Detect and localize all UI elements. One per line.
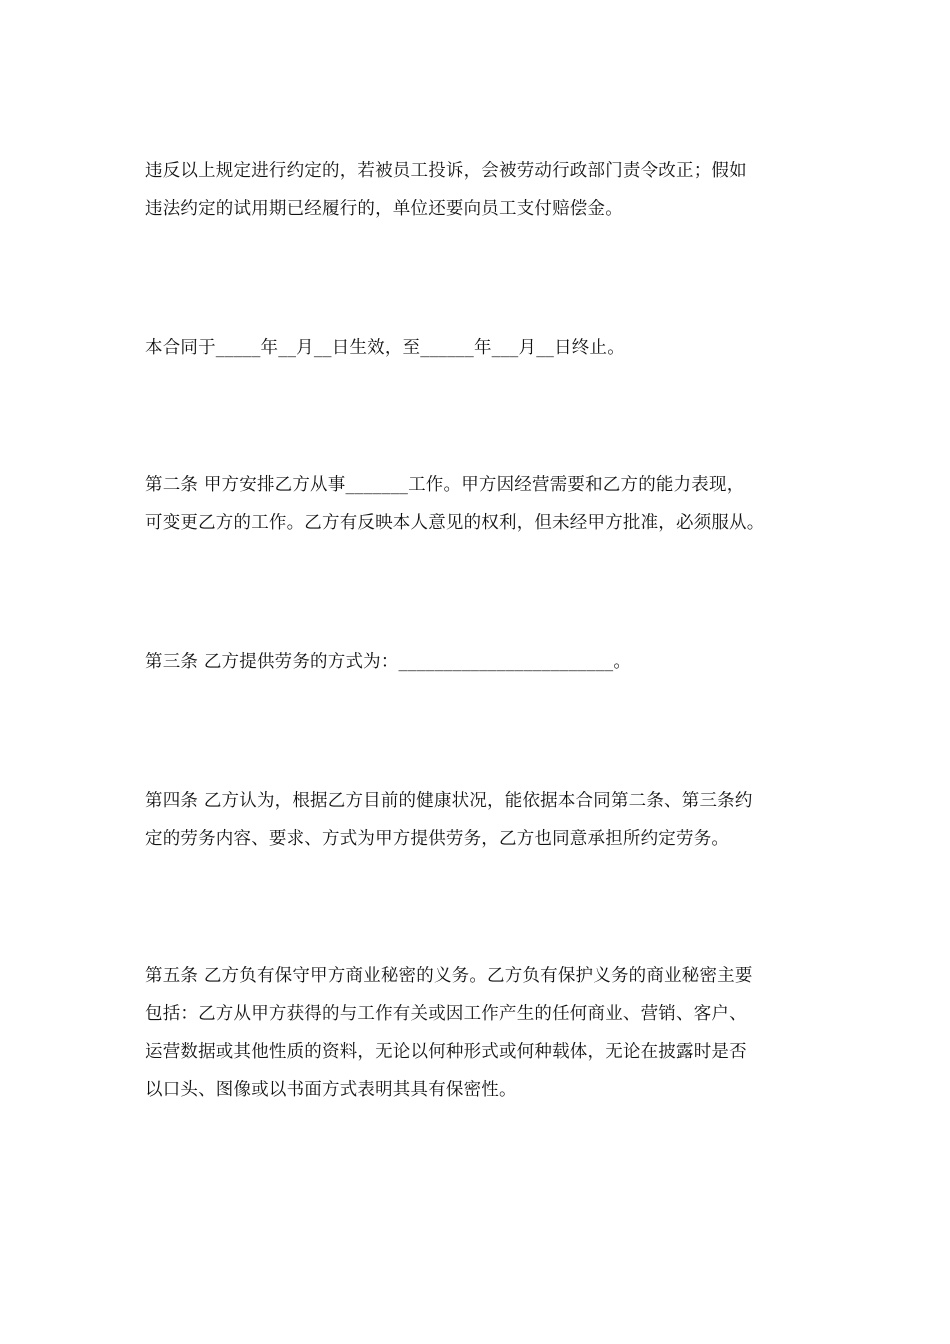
text-line: 可变更乙方的工作。乙方有反映本人意见的权利，但未经甲方批准，必须服从。 [145,513,765,533]
paragraph-article-4 [145,782,825,858]
text-line: 定的劳务内容、要求、方式为甲方提供劳务，乙方也同意承担所约定劳务。 [145,829,730,849]
text-line: 第五条 乙方负有保守甲方商业秘密的义务。乙方负有保护义务的商业秘密主要 [145,966,753,986]
text-line: 第三条 乙方提供劳务的方式为：________________________。 [145,652,632,672]
paragraph-article-5 [145,957,825,1109]
text-line: 第四条 乙方认为，根据乙方目前的健康状况，能依据本合同第二条、第三条约 [145,791,753,811]
text-line: 第二条 甲方安排乙方从事_______工作。甲方因经营需要和乙方的能力表现， [145,475,745,495]
text-line: 以口头、图像或以书面方式表明其具有保密性。 [145,1080,517,1100]
paragraph-contract-term [145,329,825,367]
text-line: 包括：乙方从甲方获得的与工作有关或因工作产生的任何商业、营销、客户、 [145,1004,747,1024]
text-line: 违反以上规定进行约定的，若被员工投诉，会被劳动行政部门责令改正；假如 [145,161,747,181]
text-line: 本合同于_____年__月__日生效，至______年___月__日终止。 [145,338,625,358]
paragraph-article-2 [145,466,825,542]
paragraph-article-3 [145,643,825,681]
paragraph-probation-violation [145,152,825,228]
text-line: 违法约定的试用期已经履行的，单位还要向员工支付赔偿金。 [145,199,623,219]
text-line: 运营数据或其他性质的资料，无论以何种形式或何种载体，无论在披露时是否 [145,1042,747,1062]
